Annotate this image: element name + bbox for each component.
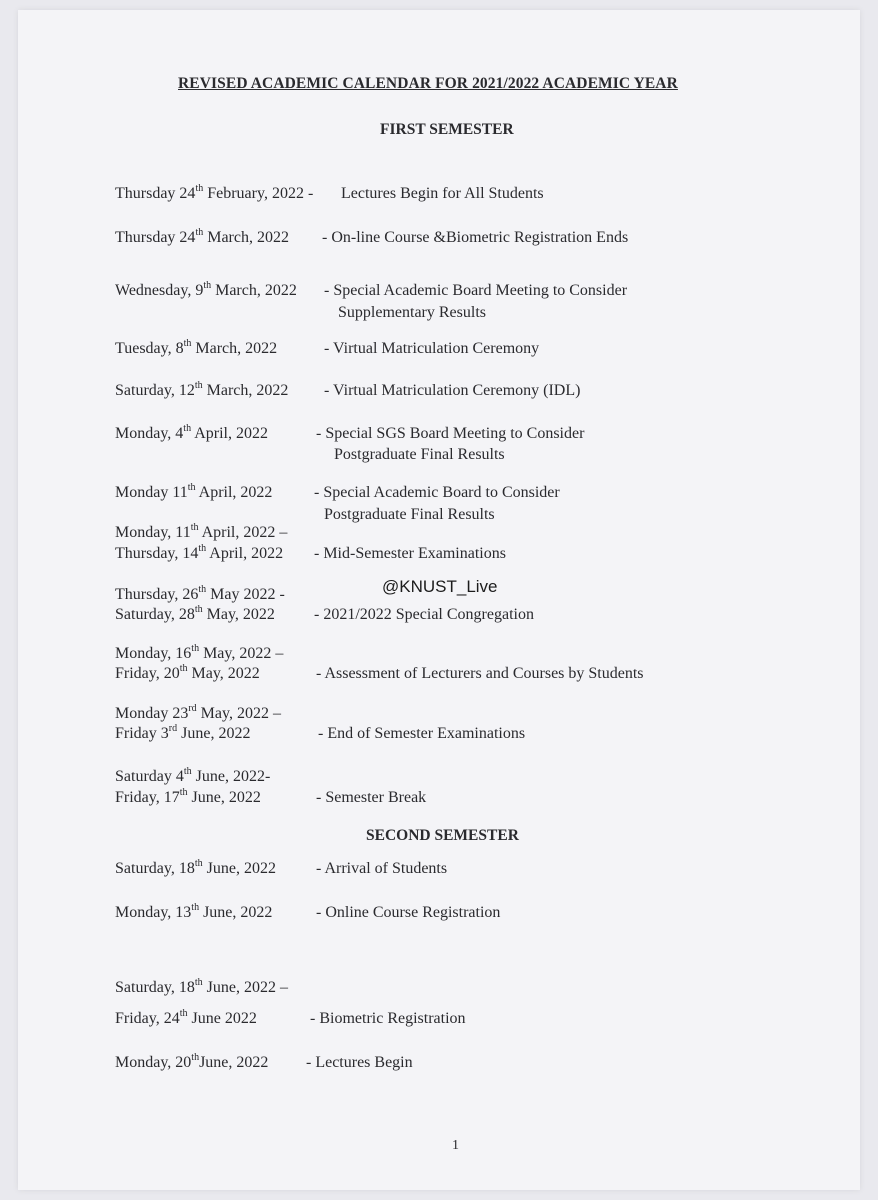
entry-date: Saturday, 18th June, 2022 [115, 857, 276, 877]
entry-date: Wednesday, 9th March, 2022 [115, 279, 297, 299]
second-semester-heading: SECOND SEMESTER [366, 827, 519, 844]
entry-date-end: Thursday, 14th April, 2022 [115, 542, 284, 562]
entry-event: - Online Course Registration [316, 904, 501, 921]
entry-date: Monday, 13th June, 2022 [115, 901, 273, 921]
first-semester-heading: FIRST SEMESTER [380, 121, 514, 138]
entry-event-continued: Supplementary Results [338, 304, 486, 321]
entry-date: Monday, 16th May, 2022 – [115, 642, 284, 662]
entry-event: - Arrival of Students [316, 860, 448, 877]
entry-date: Thursday 24th February, 2022 - [115, 182, 314, 202]
entry-event: - Special Academic Board Meeting to Consider [324, 282, 628, 299]
entry-event: - 2021/2022 Special Congregation [314, 606, 534, 623]
entry-event: - Special Academic Board to Consider [314, 484, 560, 501]
page-number: 1 [452, 1138, 459, 1153]
entry-date: Saturday, 18th June, 2022 – [115, 976, 288, 996]
document-title: REVISED ACADEMIC CALENDAR FOR 2021/2022 ACADEMIC YEAR [178, 75, 678, 92]
entry-event: - Special SGS Board Meeting to Consider [316, 425, 585, 442]
entry-event: - Mid-Semester Examinations [314, 545, 506, 562]
entry-event-continued: Postgraduate Final Results [334, 446, 505, 463]
entry-date-end: Friday, 24th June 2022 [115, 1007, 257, 1027]
entry-event: - On-line Course &Biometric Registration Ends [322, 229, 629, 246]
entry-date: Thursday 24th March, 2022 [115, 226, 289, 246]
entry-date: Saturday, 12th March, 2022 [115, 379, 289, 399]
entry-date-end: Friday, 17th June, 2022 [115, 786, 261, 806]
entry-event: Lectures Begin for All Students [341, 185, 544, 202]
entry-event: - Virtual Matriculation Ceremony [324, 340, 540, 357]
entry-event: - Lectures Begin [306, 1054, 413, 1071]
entry-date-end: Saturday, 28th May, 2022 [115, 603, 275, 623]
entry-date: Saturday 4th June, 2022- [115, 765, 271, 785]
document-page [18, 10, 860, 1190]
watermark-handle: @KNUST_Live [382, 577, 498, 596]
entry-event-continued: Postgraduate Final Results [324, 506, 495, 523]
entry-date: Monday, 20thJune, 2022 [115, 1051, 269, 1071]
entry-date: Monday, 11th April, 2022 – [115, 521, 288, 541]
entry-date: Monday 11th April, 2022 [115, 481, 273, 501]
entry-event: - Virtual Matriculation Ceremony (IDL) [324, 382, 581, 399]
entry-event: - End of Semester Examinations [318, 725, 526, 742]
entry-date: Monday, 4th April, 2022 [115, 422, 268, 442]
entry-date: Tuesday, 8th March, 2022 [115, 337, 278, 357]
entry-event: - Biometric Registration [310, 1010, 466, 1027]
entry-date: Monday 23rd May, 2022 – [115, 702, 281, 722]
entry-event: - Semester Break [316, 789, 427, 806]
entry-date-end: Friday, 20th May, 2022 [115, 662, 260, 682]
entry-event: - Assessment of Lecturers and Courses by Students [316, 665, 644, 682]
entry-date-end: Friday 3rd June, 2022 [115, 722, 251, 742]
entry-date: Thursday, 26th May 2022 - [115, 583, 285, 603]
